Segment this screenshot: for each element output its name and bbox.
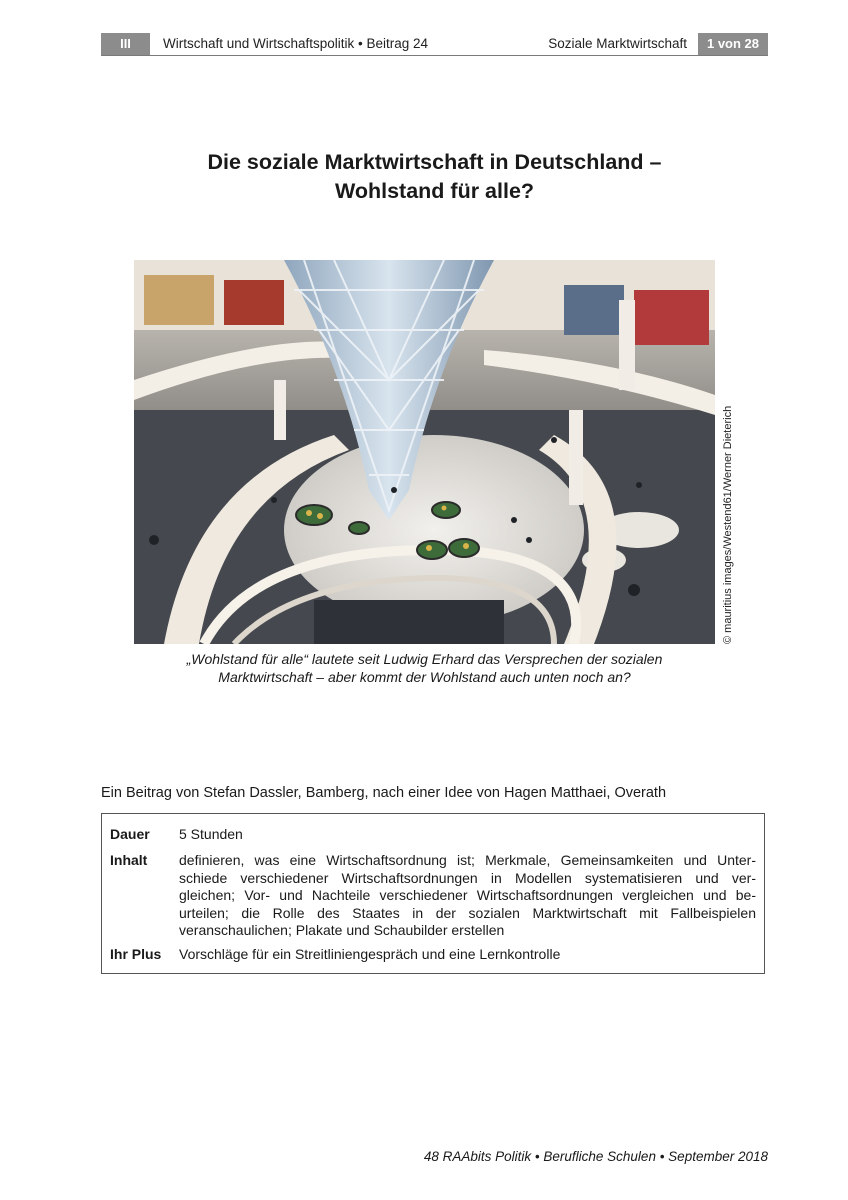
page-title — [101, 148, 768, 206]
page-header — [101, 33, 768, 55]
series-label: Wirtschaft und Wirtschaftspolitik • Beitrag 24 — [163, 36, 429, 51]
page-footer: 48 RAAbits Politik • Berufliche Schulen • September 2018 — [423, 1149, 768, 1164]
mall-atrium-photo — [134, 260, 715, 644]
plus-label: Ihr Plus — [110, 946, 162, 962]
dauer-value: 5 Stunden — [179, 826, 243, 842]
photo-caption — [134, 650, 715, 686]
plus-value: Vorschläge für ein Streitliniengespräch und eine Lernkontrolle — [179, 946, 561, 962]
info-box — [101, 813, 765, 974]
photo-credit: © mauritius images/Westend61/Werner Dieterich — [722, 405, 734, 644]
dauer-label: Dauer — [110, 826, 150, 842]
title-line-2: Wohlstand für alle? — [334, 179, 535, 203]
inhalt-value — [179, 852, 756, 940]
topic-label: Soziale Marktwirtschaft — [548, 36, 687, 51]
inhalt-label: Inhalt — [110, 852, 148, 868]
inhalt-line: schiede verschiedener Wirtschaftsordnungen in Modellen systematisieren und ver- — [179, 869, 756, 886]
caption-line-2: Marktwirtschaft – aber kommt der Wohlstand auch unten noch an? — [218, 669, 631, 685]
page-counter: 1 von 28 — [698, 33, 768, 55]
inhalt-line: veranschaulichen; Plakate und Schaubilder erstellen — [179, 922, 505, 938]
author-line: Ein Beitrag von Stefan Dassler, Bamberg, nach einer Idee von Hagen Matthaei, Overath — [101, 785, 667, 801]
header-rule — [101, 55, 768, 56]
inhalt-line: gleichen; Vor- und Nachteile verschiedener Wirtschaftsordnungen vergleichen und be- — [179, 887, 756, 903]
inhalt-line: urteilen; die Rolle des Staates in der sozialen Marktwirtschaft mit Fallbeispielen — [179, 904, 756, 921]
title-line-1: Die soziale Marktwirtschaft in Deutschland – — [207, 150, 662, 174]
caption-line-1: „Wohlstand für alle“ lautete seit Ludwig Erhard das Versprechen der sozialen — [186, 651, 663, 667]
inhalt-line: definieren, was eine Wirtschaftsordnung ist; Merkmale, Gemeinsamkeiten und Unter- — [179, 852, 756, 868]
section-badge: III — [101, 33, 150, 55]
